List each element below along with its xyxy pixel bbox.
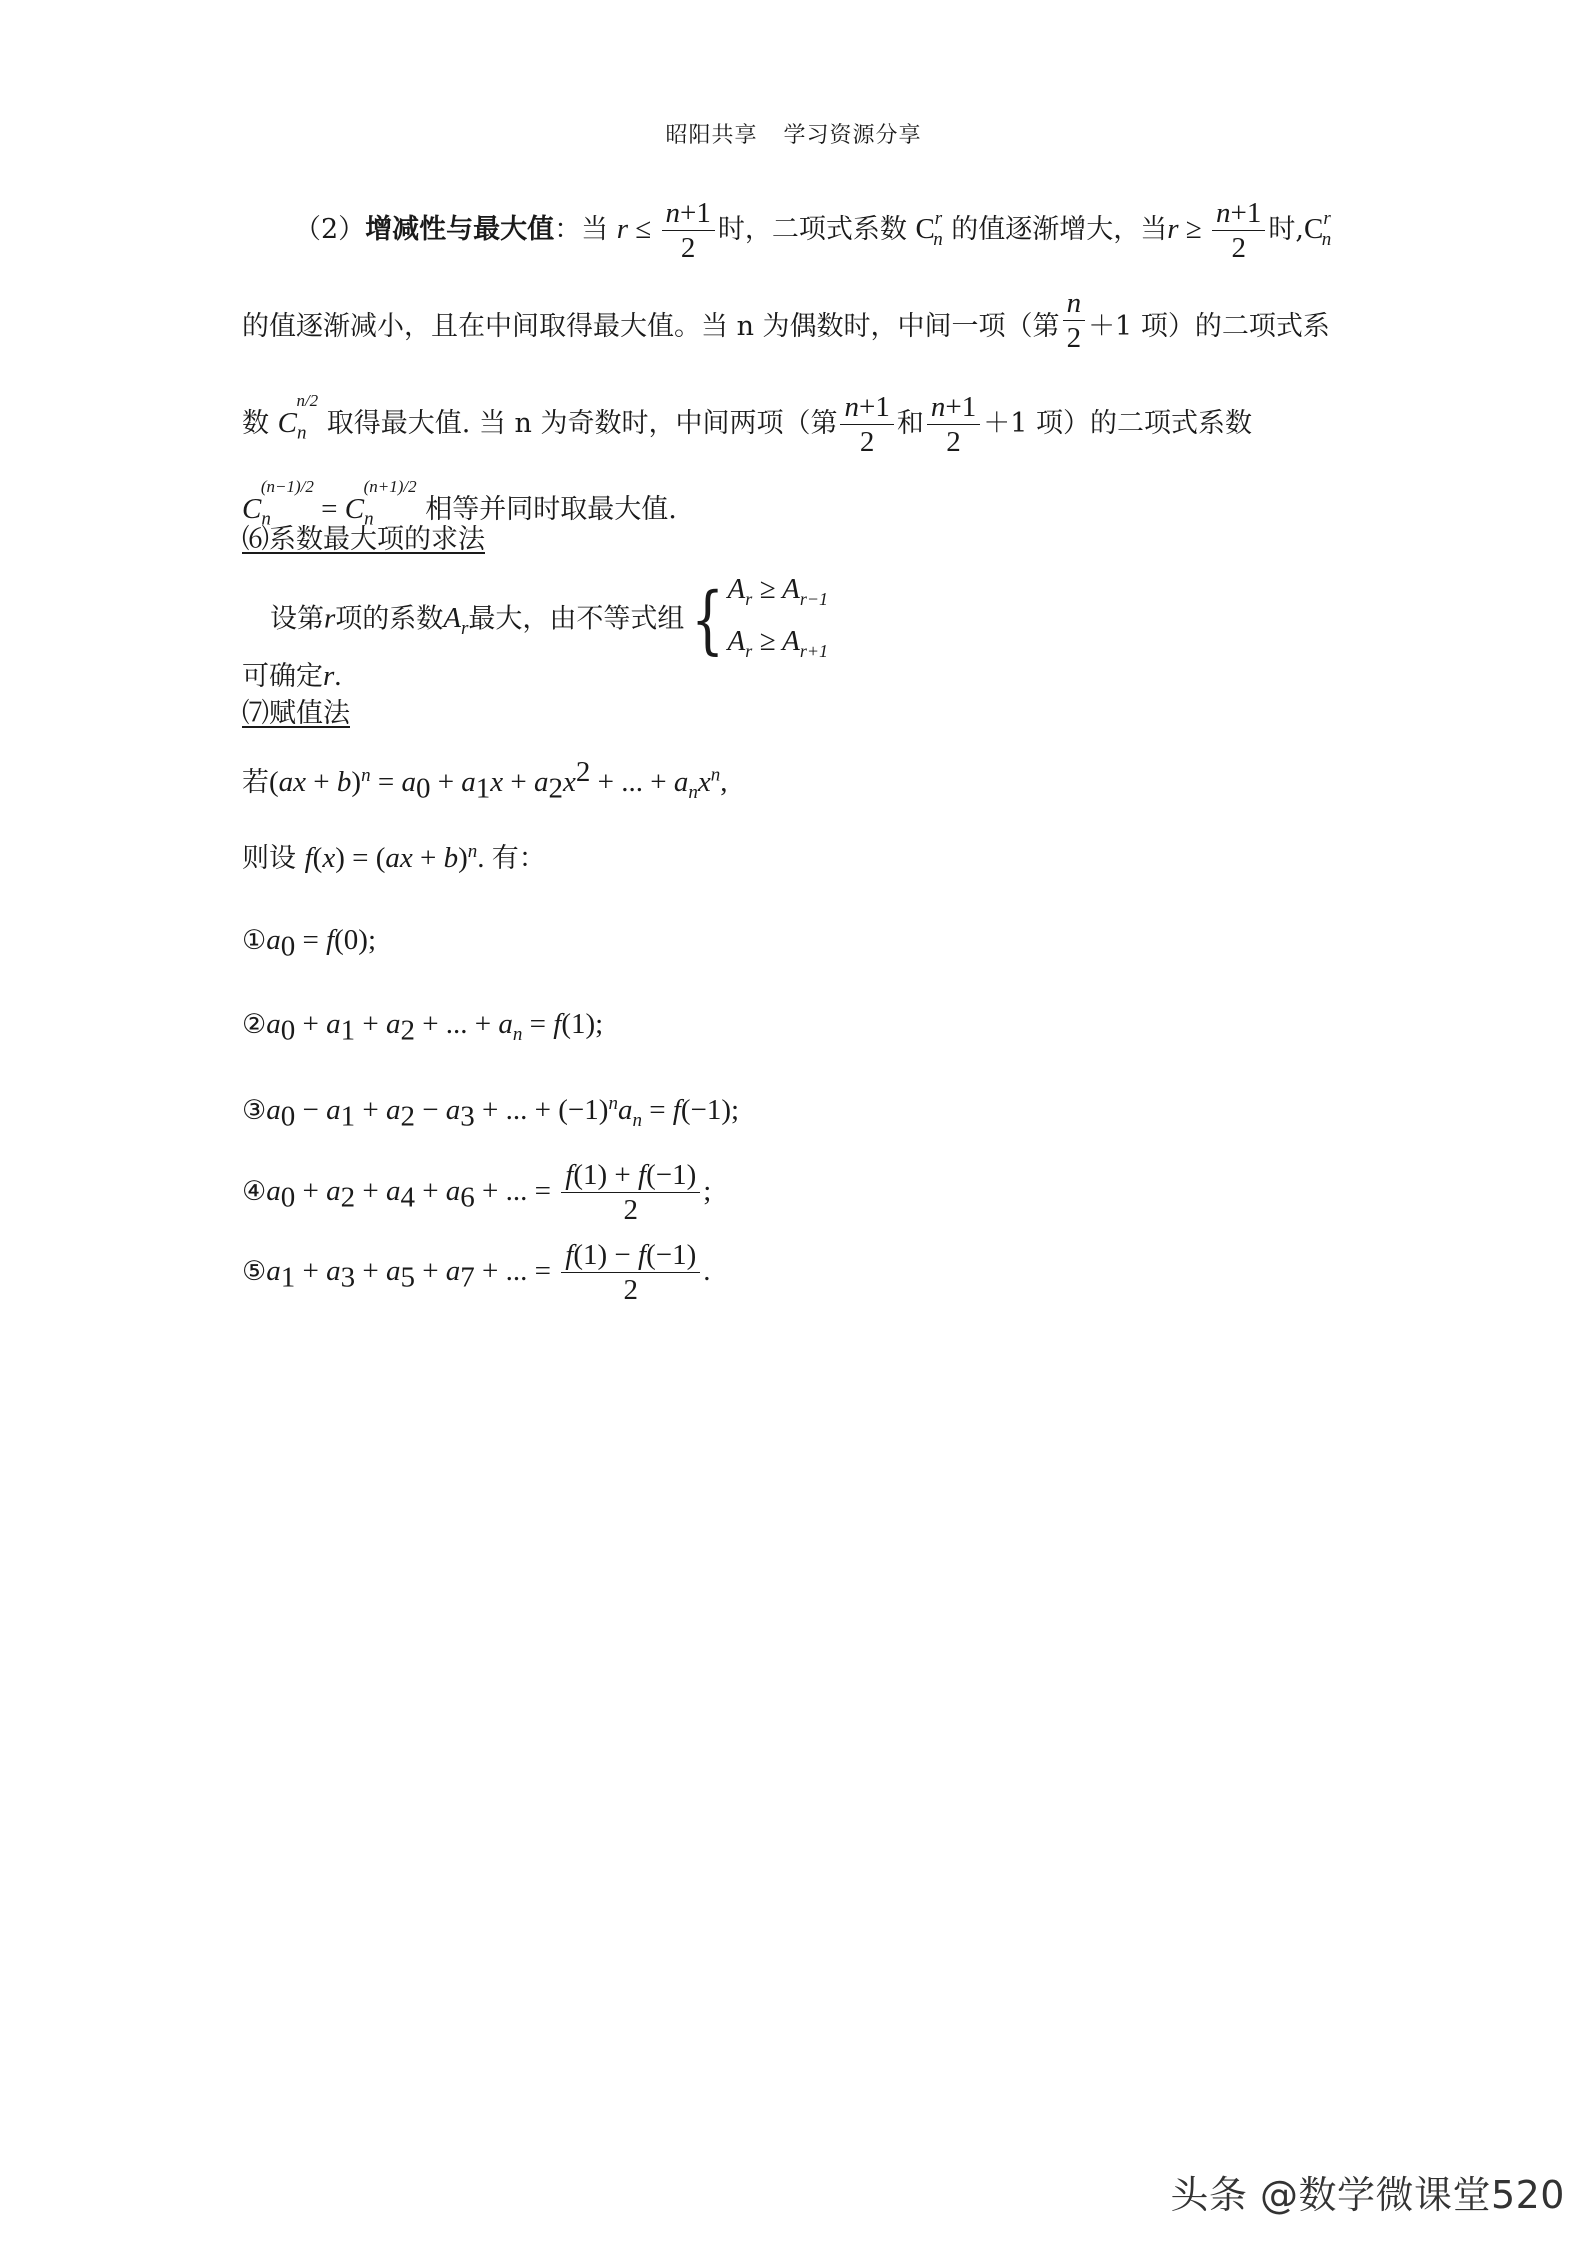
inequality-system: $A_r \ge A_{r-1}$ $A_r \ge A_{r+1}$ (727, 573, 829, 661)
system-brace: { (691, 576, 725, 663)
section-7-title: ⑺赋值法 (242, 698, 350, 729)
section-6-title: ⑹系数最大项的求法 (242, 524, 485, 555)
item-2: $②a_0 + a_1 + a_2$ + ... + $a_n = f(1)$; (242, 1008, 604, 1047)
para2-line3: 数 $C_n^{n/2}$ 取得最大值. 当 n 为奇数时，中间两项（第 $\frac{n+1}{2}$ 和 $\frac{n+1}{2}$ ＋1 项）的二项式系数 (242, 391, 1252, 458)
watermark: 头条 @数学微课堂520 (1170, 2173, 1565, 2217)
section-6-conclusion: 可确定r. (242, 660, 342, 692)
para2-title: 增减性与最大值 (365, 214, 555, 245)
item-5: $⑤a_1 + a_3 + a_5 + a_7$ + ... = $\frac{f(1) - f(-1)}{2}$ . (242, 1239, 711, 1306)
page-header (0, 118, 1587, 149)
item-3: $③a_0 - a_1 + a_2 - a_3$ + ... + $(-1)^na_n = f(-1)$; (242, 1093, 740, 1133)
para2-line4: $C_n^{(n-1)/2} = C_n^{(n+1)/2}$ 相等并同时取最大值. (242, 477, 677, 530)
para2-line1: （2）增减性与最大值：当 r ≤ $\frac{n+1}{2}$ 时，二项式系数 $C^r_n$ 的值逐渐增大，当r ≥ $\frac{n+1}{2}$ 时$,C^r_n$ (294, 197, 1332, 264)
header-left: 昭阳共享 (665, 123, 758, 148)
item-1: $①a_0 = f(0)$; (242, 924, 377, 963)
item-4: $④a_0 + a_2 + a_4 + a_6$ + ... = $\frac{f(1) + f(-1)}{2}$ ; (242, 1159, 712, 1226)
header-right: 学习资源分享 (783, 123, 922, 148)
para2-line2: 的值逐渐减小，且在中间取得最大值。当 n 为偶数时，中间一项（第 $\frac{n}{2}$ ＋1 项）的二项式系 (242, 287, 1330, 354)
define-f: 则设 f(x) = (ax + b)$^n$. 有： (242, 841, 546, 874)
expansion-formula: 若$(ax + b)^n = a_0 + a_1x + a_2x^2$ + ... + $a_nx^n$, (242, 756, 728, 805)
section-6-text: 设第r项的系数$A_r$最大，由不等式组{ $A_r \ge A_{r-1}$ $A_r \ge A_{r+1}$ (270, 568, 828, 672)
